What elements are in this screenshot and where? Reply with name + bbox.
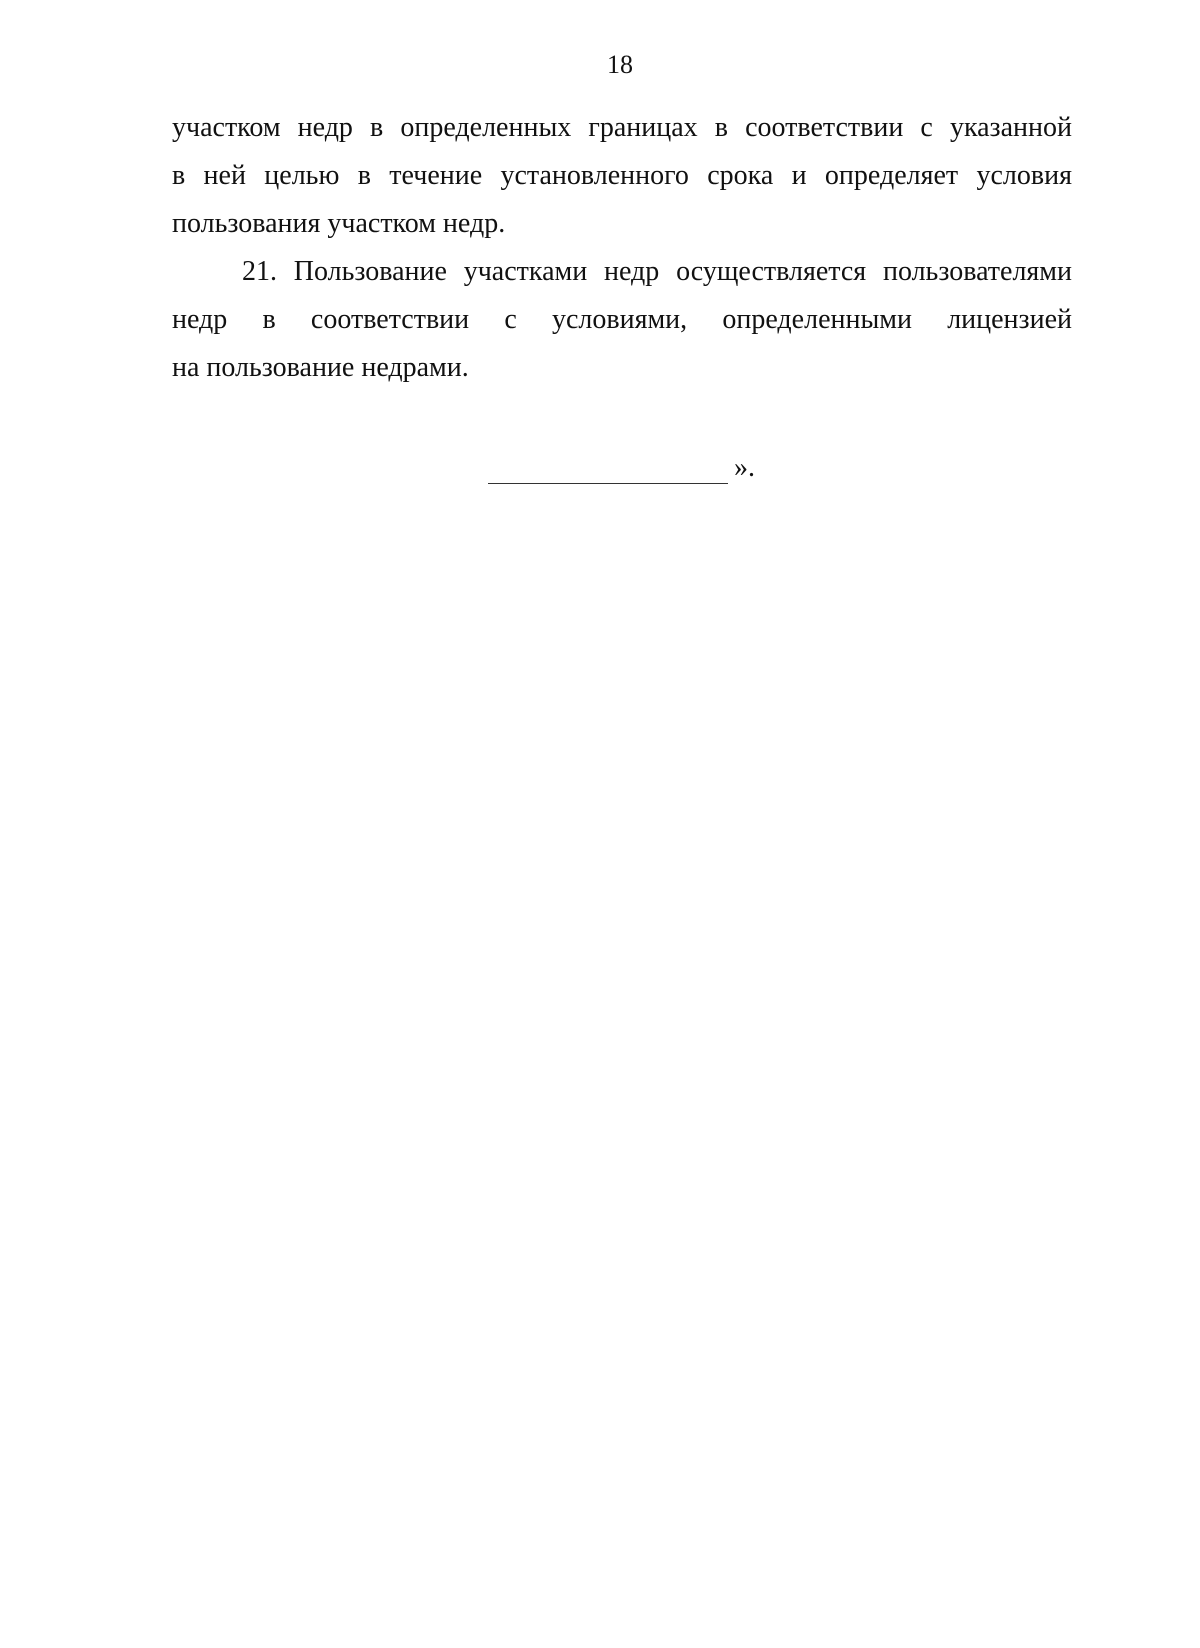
paragraph-continuation: [172, 104, 1072, 248]
text-line: в ней целью в течение установленного срока и определяет условия: [172, 160, 1072, 191]
text-line: пользования участком недр.: [172, 208, 506, 239]
closing-quote-mark: ».: [734, 452, 755, 483]
horizontal-rule: [488, 455, 728, 484]
paragraph-item-21: [172, 248, 1072, 392]
text-line: 21. Пользование участками недр осуществляется пользователями: [242, 256, 1072, 287]
document-body: [172, 104, 1072, 392]
page-number: 18: [607, 50, 633, 79]
text-line: на пользование недрами.: [172, 352, 469, 383]
text-line: участком недр в определенных границах в соответствии с указанной: [172, 112, 1072, 143]
text-line: недр в соответствии с условиями, определенными лицензией: [172, 304, 1072, 335]
closing-line: [488, 452, 755, 484]
